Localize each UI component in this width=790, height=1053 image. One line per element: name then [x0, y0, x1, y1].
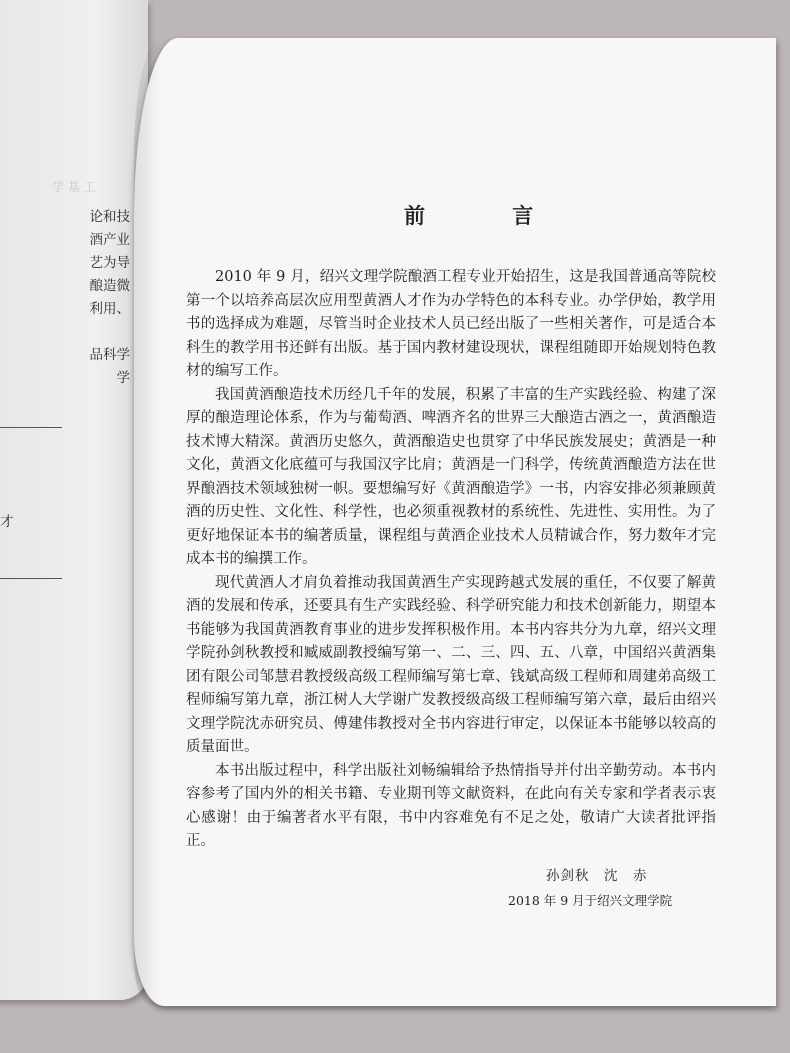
- preface-body: [186, 266, 716, 854]
- left-page-rule: [0, 578, 62, 579]
- preface-paragraph: 本书出版过程中，科学出版社刘畅编辑给予热情指导并付出辛勤劳动。本书内容参考了国内外的相关书籍、专业期刊等文献资料，在此向有关专家和学者表示衷心感谢！由于编著者水平有限，书中内容难免有不足之处，敬请广大读者批评指正。: [186, 762, 716, 849]
- left-line: 品科学: [89, 347, 130, 363]
- preface-paragraph: 2010 年 9 月，绍兴文理学院酿酒工程专业开始招生，这是我国普通高等院校第一个以培养高层次应用型黄酒人才作为办学特色的本科专业。办学伊始，教学用书的选择成为难题，尽管当时企业技术人员已经出版了一些相关著作，可是适合本科生的教学用书还鲜有出版。基于国内教材建设现状，课程组随即开始规划特色教材的编写工作。: [186, 269, 716, 379]
- left-page-text: [0, 206, 130, 390]
- left-line: 酿造微: [89, 278, 130, 294]
- preface-paragraph: 现代黄酒人才肩负着推动我国黄酒生产实现跨越式发展的重任，不仅要了解黄酒的发展和传承，还要具有生产实践经验、科学研究能力和技术创新能力，期望本书能够为我国黄酒教育事业的进步发挥积极作用。本书内容共分为九章，绍兴文理学院孙剑秋教授和臧威副教授编写第一、二、三、四、五、八章，中国绍兴黄酒集团有限公司邹慧君教授级高级工程师编写第七章、钱斌高级工程师和周建弟高级工程师编写第九章，浙江树人大学谢广发教授级高级工程师编写第六章，最后由绍兴文理学院沈赤研究员、傅建伟教授对全书内容进行审定，以保证本书能够以较高的质量面世。: [186, 574, 716, 755]
- left-line: [0, 321, 130, 344]
- preface-paragraph: 我国黄酒酿造技术历经几千年的发展，积累了丰富的生产实践经验、构建了深厚的酿造理论体系，作为与葡萄酒、啤酒齐名的世界三大酿造古酒之一，黄酒酿造技术博大精深。黄酒历史悠久，黄酒酿造史也贯穿了中华民族发展史；黄酒是一种文化，黄酒文化底蕴可与我国汉字比肩；黄酒是一门科学，传统黄酒酿造方法在世界酿酒技术领域独树一帜。要想编写好《黄酒酿造学》一书，内容安排必须兼顾黄酒的历史性、文化性、科学性，也必须重视教材的系统性、先进性、实用性。为了更好地保证本书的编著质量，课程组与黄酒企业技术人员精诚合作，努力数年才完成本书的编撰工作。: [186, 386, 716, 567]
- preface-title: 前 言: [404, 203, 574, 228]
- left-page: [0, 0, 148, 1000]
- left-line: 艺为导: [89, 255, 130, 271]
- left-line: 学: [116, 370, 130, 386]
- left-line: 利用、: [89, 301, 130, 317]
- left-page-header: 学 基 工: [52, 180, 96, 194]
- author-signature: 孙剑秋 沈 赤: [546, 868, 648, 884]
- left-line: 论和技: [89, 209, 130, 225]
- preface-page: [134, 38, 776, 1006]
- left-page-fragment: 才: [0, 514, 14, 530]
- signature-date: 2018 年 9 月于绍兴文理学院: [508, 893, 673, 908]
- left-page-rule: [0, 427, 62, 428]
- left-line: 酒产业: [89, 232, 130, 248]
- page-spine-shadow: [134, 38, 162, 1006]
